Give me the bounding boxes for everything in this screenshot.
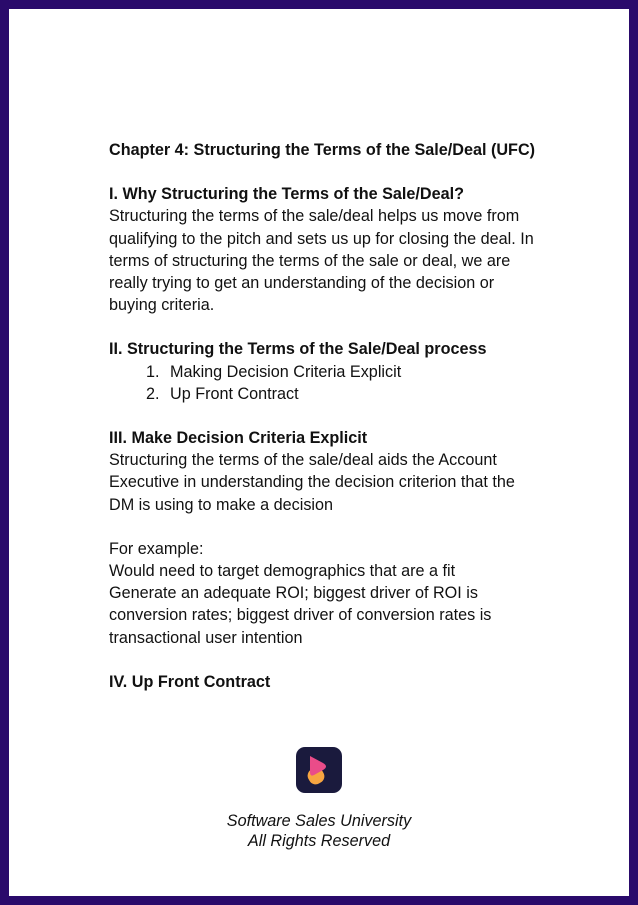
footer-rights: All Rights Reserved [247,831,391,850]
example-line-1: Would need to target demographics that are a fit [109,562,456,581]
section-2-heading: II. Structuring the Terms of the Sale/Deal process [109,340,487,359]
list-item: 2. Up Front Contract [164,383,539,405]
document-content [109,139,539,693]
footer [9,812,629,851]
brand-logo-graphic [296,747,342,793]
footer-org-name: Software Sales University [226,812,412,830]
example-label: For example: [109,539,204,558]
section-1-heading: I. Why Structuring the Terms of the Sale/Deal? [109,185,464,204]
document-page [9,9,629,896]
section-1-body: Structuring the terms of the sale/deal helps us move from qualifying to the pitch and sets us up for closing the deal. In terms of structuring the terms of the sale or deal, we are really trying to get an understanding of the decision or buying criteria. [109,207,534,315]
brand-logo-icon [296,747,342,793]
section-4-heading: IV. Up Front Contract [109,672,271,691]
list-item: 1. Making Decision Criteria Explicit [164,361,539,383]
example-line-2: Generate an adequate ROI; biggest driver of ROI is conversion rates; biggest driver of conversion rates is transactional user intention [109,584,492,647]
section-3-body: Structuring the terms of the sale/deal aids the Account Executive in understanding the decision criterion that the DM is using to make a decision [109,451,515,514]
section-3-heading: III. Make Decision Criteria Explicit [109,429,368,448]
process-steps-list [109,361,539,405]
chapter-title: Chapter 4: Structuring the Terms of the Sale/Deal (UFC) [109,141,536,159]
